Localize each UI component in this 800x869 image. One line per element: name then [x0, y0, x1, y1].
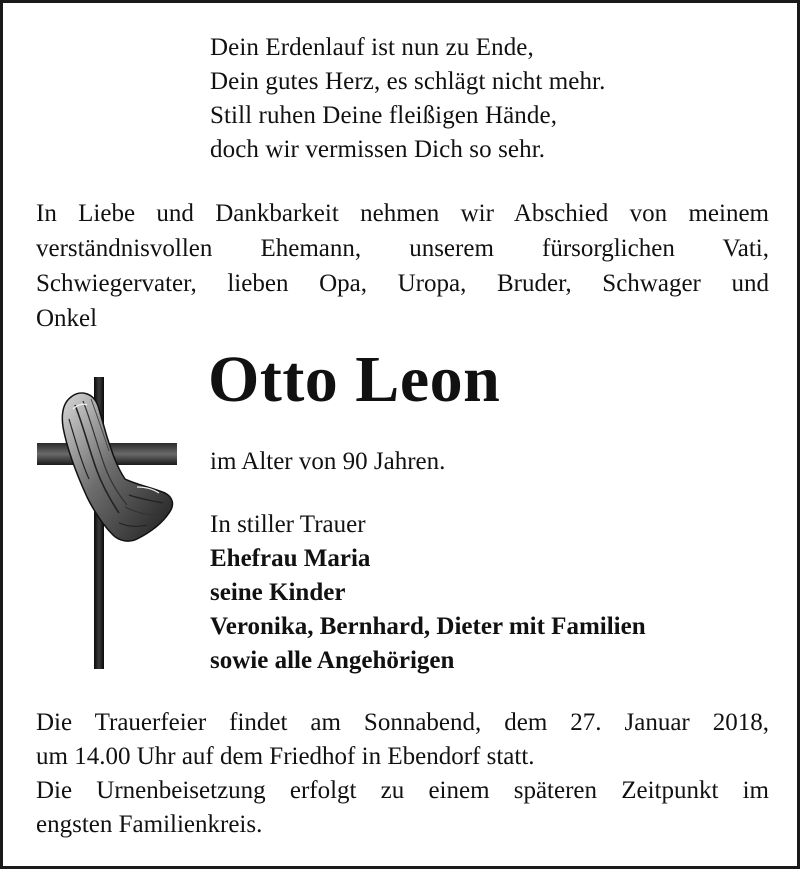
farewell-paragraph	[36, 196, 769, 336]
praying-hands	[62, 393, 172, 541]
poem-line: Still ruhen Deine fleißigen Hände,	[210, 102, 558, 129]
mourners-heading: In stiller Trauer	[210, 511, 366, 538]
cross-with-praying-hands-icon	[33, 375, 181, 671]
farewell-line: Onkel	[36, 305, 98, 332]
funeral-service-info	[36, 706, 769, 842]
mourner-line: Veronika, Bernhard, Dieter mit Familien	[210, 613, 646, 640]
poem-line: doch wir vermissen Dich so sehr.	[210, 136, 546, 163]
service-line: engsten Familienkreis.	[36, 811, 263, 838]
mourner-line: Ehefrau Maria	[210, 545, 371, 572]
service-line: Die Urnenbeisetzung erfolgt zu einem späteren Zeitpunkt im	[36, 777, 769, 804]
poem-line: Dein gutes Herz, es schlägt nicht mehr.	[210, 68, 606, 95]
mourners-block	[210, 508, 646, 678]
farewell-line: In Liebe und Dankbarkeit nehmen wir Abschied von meinem	[36, 200, 769, 227]
service-line: um 14.00 Uhr auf dem Friedhof in Ebendorf statt.	[36, 743, 535, 770]
poem-line: Dein Erdenlauf ist nun zu Ende,	[210, 34, 534, 61]
farewell-line: verständnisvollen Ehemann, unserem fürsorglichen Vati,	[36, 235, 769, 262]
age-statement: im Alter von 90 Jahren.	[210, 448, 446, 475]
mourner-line: seine Kinder	[210, 579, 346, 606]
deceased-name: Otto Leon	[208, 343, 501, 416]
farewell-line: Schwiegervater, lieben Opa, Uropa, Bruder, Schwager und	[36, 270, 769, 297]
mourner-line: sowie alle Angehörigen	[210, 647, 455, 674]
service-line: Die Trauerfeier findet am Sonnabend, dem 27. Januar 2018,	[36, 709, 769, 736]
memorial-poem	[210, 31, 605, 167]
